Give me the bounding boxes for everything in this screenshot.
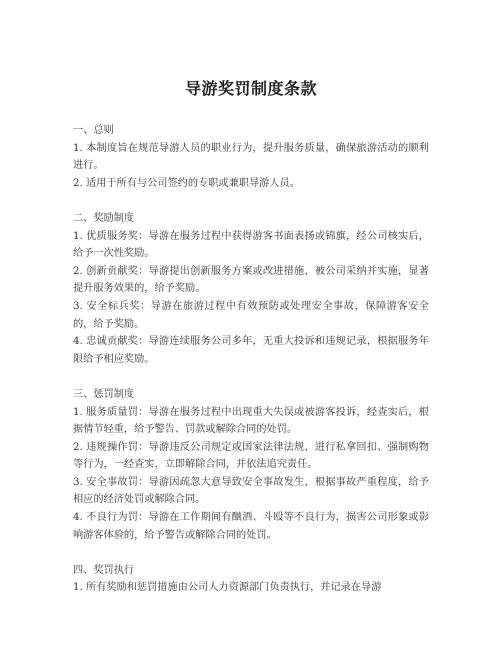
document-title: 导游奖罚制度条款 <box>184 79 317 98</box>
clause: 3. 安全标兵奖：导游在旅游过程中有效预防或处理安全事故，保障游客安全的，给予奖励。 <box>73 300 429 330</box>
section-heading: 一、总则 <box>73 125 114 136</box>
clause: 3. 安全事故罚：导游因疏忽大意导致安全事故发生，根据事故严重程度，给予相应的经济处罚或解除合同。 <box>73 476 429 506</box>
clause: 1. 服务质量罚：导游在服务过程中出现重大失误或被游客投诉，经查实后，根据情节轻重，给予警告、罚款或解除合同的处罚。 <box>73 406 429 436</box>
clause: 4. 忠诚贡献奖：导游连续服务公司多年，无重大投诉和违规记录，根据服务年限给予相应奖励。 <box>73 336 429 365</box>
section-general <box>73 122 429 192</box>
clause: 2. 违规操作罚：导游违反公司规定或国家法律法规，进行私拿回扣、强制购物等行为，一经查实，立即解除合同，并依法追究责任。 <box>73 441 429 471</box>
section-spacer <box>73 368 429 386</box>
clause: 4. 不良行为罚：导游在工作期间有酗酒、斗殴等不良行为，损害公司形象或影响游客体验的，给予警告或解除合同的处罚。 <box>73 512 429 541</box>
section-rewards <box>73 210 429 368</box>
section-execution <box>73 562 429 597</box>
clause: 1. 所有奖励和惩罚措施由公司人力资源部门负责执行，并记录在导游 <box>73 582 382 594</box>
section-heading: 二、奖励制度 <box>73 212 135 224</box>
clause: 1. 优质服务奖：导游在服务过程中获得游客书面表扬或锦旗，经公司核实后，给予一次性奖励。 <box>73 230 429 260</box>
clause: 2. 创新贡献奖：导游提出创新服务方案或改进措施，被公司采纳并实施，显著提升服务效果的，给予奖励。 <box>73 265 429 295</box>
document-body <box>73 122 429 597</box>
section-penalties <box>73 386 429 544</box>
section-spacer <box>73 544 429 562</box>
section-heading: 四、奖罚执行 <box>73 564 135 576</box>
clause: 1. 本制度旨在规范导游人员的职业行为，提升服务质量，确保旅游活动的顺利进行。 <box>73 142 429 172</box>
clause: 2. 适用于所有与公司签约的专职或兼职导游人员。 <box>73 177 300 189</box>
section-heading: 三、惩罚制度 <box>73 388 135 400</box>
section-spacer <box>73 192 429 210</box>
